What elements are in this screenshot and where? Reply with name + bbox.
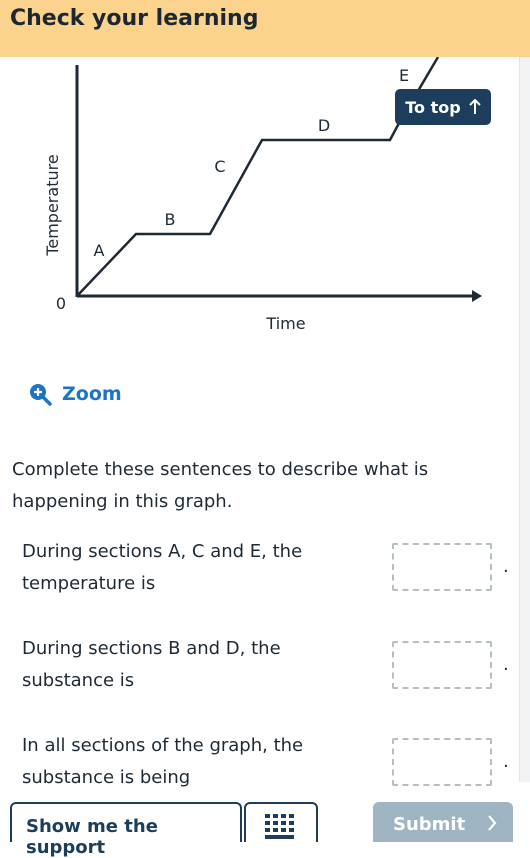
section-label-b: B [164, 210, 176, 229]
sentence-2: During sections B and D, the substance is [22, 638, 281, 691]
arrow-up-icon [469, 99, 481, 115]
origin-label: 0 [55, 294, 67, 313]
x-axis-label: Time [266, 314, 306, 333]
x-axis-arrowhead [472, 290, 482, 302]
sentence-1-period: . [503, 556, 509, 577]
graph-line [77, 57, 438, 296]
submit-label: Submit [393, 814, 466, 835]
sentence-1: During sections A, C and E, the temperature is [22, 541, 303, 594]
chevron-right-icon [487, 814, 497, 832]
sentence-2-period: . [503, 654, 509, 675]
section-label-c: C [214, 157, 226, 176]
question-intro: Complete these sentences to describe what is happening in this graph. [12, 459, 429, 512]
to-top-button[interactable] [395, 89, 491, 125]
header-bar [0, 0, 530, 57]
keypad-icon [263, 812, 299, 840]
submit-button[interactable] [373, 802, 513, 842]
to-top-label: To top [405, 97, 461, 117]
zoom-link[interactable] [28, 382, 122, 406]
section-label-a: A [93, 241, 105, 260]
section-label-e: E [398, 66, 410, 85]
zoom-label: Zoom [62, 383, 122, 405]
zoom-in-icon [28, 382, 52, 406]
section-label-d: D [317, 116, 331, 135]
show-support-label: Show me the support [26, 816, 158, 858]
answer-blank-2[interactable] [392, 641, 492, 689]
keypad-button[interactable] [244, 802, 318, 842]
page-title: Check your learning [10, 6, 259, 31]
sentence-3-period: . [503, 751, 509, 772]
sentence-3: In all sections of the graph, the substance is being [22, 735, 304, 788]
scrollbar-track[interactable] [519, 57, 530, 782]
show-support-button[interactable] [10, 802, 242, 858]
footer-bar [0, 800, 530, 858]
answer-blank-3[interactable] [392, 738, 492, 786]
y-axis-label: Temperature [43, 154, 62, 256]
answer-blank-1[interactable] [392, 543, 492, 591]
